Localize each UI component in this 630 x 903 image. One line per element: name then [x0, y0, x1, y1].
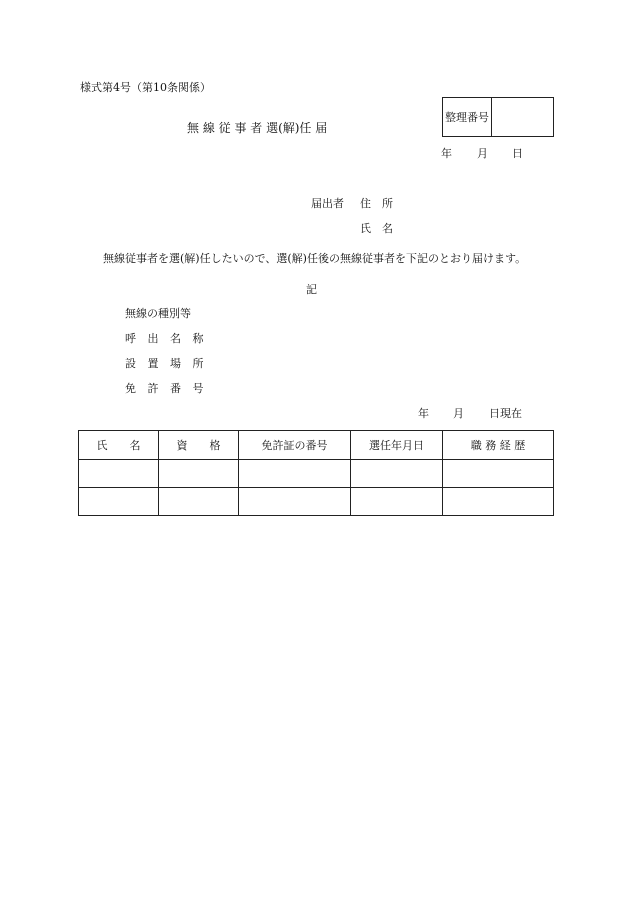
- item-radio-type: 無線の種別等: [125, 307, 191, 320]
- form-title: 無 線 従 事 者 選(解)任 届: [187, 121, 328, 135]
- table-cell[interactable]: [79, 460, 159, 488]
- header-appointment-date: 選任年月日: [351, 431, 443, 460]
- form-number: 様式第4号（第10条関係）: [80, 81, 211, 94]
- as-of-year-label: 年: [418, 407, 429, 420]
- item-call-sign: 呼 出 名 称: [125, 332, 208, 345]
- header-license-number: 免許証の番号: [239, 431, 351, 460]
- item-license-number: 免 許 番 号: [125, 382, 208, 395]
- applicant-label: 届出者: [311, 197, 344, 210]
- item-location: 設 置 場 所: [125, 357, 208, 370]
- reference-number-label: 整理番号: [443, 98, 492, 137]
- table-cell[interactable]: [443, 488, 554, 516]
- date-year-label: 年: [441, 147, 452, 160]
- table-cell[interactable]: [351, 460, 443, 488]
- table-cell[interactable]: [159, 488, 239, 516]
- header-qualification: 資 格: [159, 431, 239, 460]
- as-of-day-label: 日現在: [489, 407, 522, 420]
- table-row: [79, 460, 554, 488]
- date-day-label: 日: [512, 147, 523, 160]
- table-cell[interactable]: [159, 460, 239, 488]
- table-cell[interactable]: [351, 488, 443, 516]
- ki-heading: 記: [306, 283, 317, 296]
- table-cell[interactable]: [443, 460, 554, 488]
- table-cell[interactable]: [239, 460, 351, 488]
- applicant-name-label: 氏 名: [360, 222, 393, 235]
- as-of-month-label: 月: [453, 407, 464, 420]
- applicant-address-label: 住 所: [360, 197, 393, 210]
- reference-number-box: [442, 97, 554, 137]
- table-row: [79, 488, 554, 516]
- header-name: 氏 名: [79, 431, 159, 460]
- date-month-label: 月: [477, 147, 488, 160]
- table-cell[interactable]: [79, 488, 159, 516]
- table-cell[interactable]: [239, 488, 351, 516]
- statement-text: 無線従事者を選(解)任したいので、選(解)任後の無線従事者を下記のとおり届けます。: [103, 252, 527, 265]
- header-career: 職 務 経 歴: [443, 431, 554, 460]
- personnel-table: [78, 430, 554, 516]
- table-header-row: [79, 431, 554, 460]
- reference-number-field[interactable]: [492, 98, 554, 137]
